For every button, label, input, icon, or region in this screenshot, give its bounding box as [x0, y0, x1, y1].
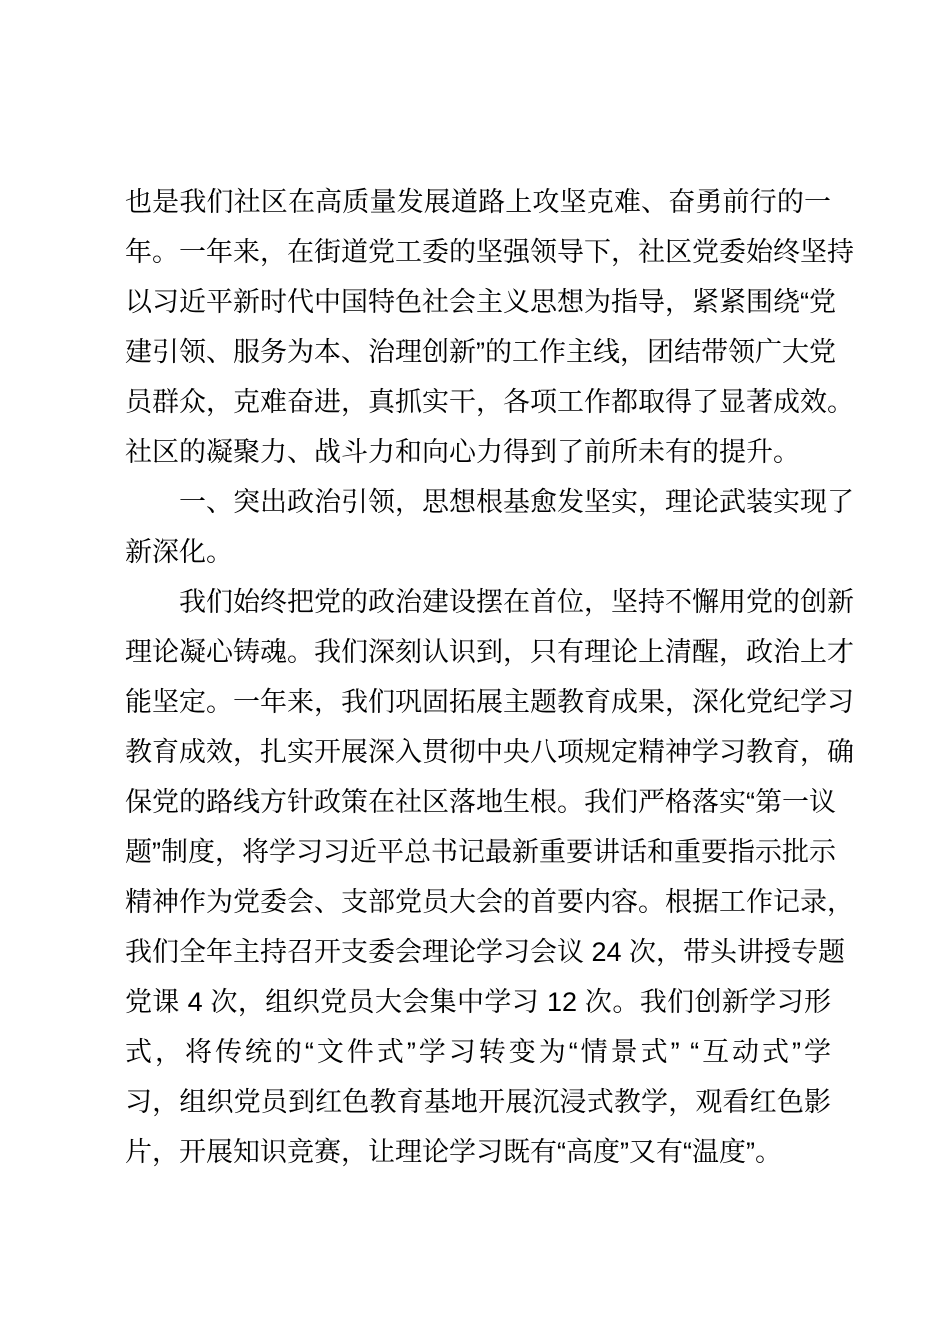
text-line: 片，开展知识竞赛，让理论学习既有“高度”又有“温度”。: [125, 1137, 782, 1167]
document-body: [125, 177, 854, 1177]
text-line: 习，组织党员到红色教育基地开展沉浸式教学，观看红色影: [125, 1087, 831, 1117]
text-line: 一、突出政治引领，思想根基愈发坚实，理论武装实现了: [179, 487, 854, 517]
text-line: 题”制度，将学习习近平总书记最新重要讲话和重要指示批示: [125, 837, 836, 867]
text-line: 年。一年来，在街道党工委的坚强领导下，社区党委始终坚持: [125, 237, 854, 267]
text-line: 理论凝心铸魂。我们深刻认识到，只有理论上清醒，政治上才: [125, 637, 854, 667]
text-line: 我们全年主持召开支委会理论学习会议 24 次，带头讲授专题: [125, 937, 846, 967]
text-line: 社区的凝聚力、战斗力和向心力得到了前所未有的提升。: [125, 437, 800, 467]
text-line: 教育成效，扎实开展深入贯彻中央八项规定精神学习教育，确: [125, 737, 854, 767]
text-line: 以习近平新时代中国特色社会主义思想为指导，紧紧围绕“党: [125, 287, 836, 317]
text-line: 我们始终把党的政治建设摆在首位，坚持不懈用党的创新: [179, 587, 854, 617]
text-line: 建引领、服务为本、治理创新”的工作主线，团结带领广大党: [125, 337, 836, 367]
text-line: 新深化。: [125, 537, 233, 567]
text-line: 也是我们社区在高质量发展道路上攻坚克难、奋勇前行的一: [125, 187, 831, 217]
text-line: 式，将传统的“文件式”学习转变为“情景式” “互动式”学: [125, 1037, 831, 1067]
text-line: 精神作为党委会、支部党员大会的首要内容。根据工作记录，: [125, 887, 854, 917]
text-line: 员群众，克难奋进，真抓实干，各项工作都取得了显著成效。: [125, 387, 854, 417]
text-line: 能坚定。一年来，我们巩固拓展主题教育成果，深化党纪学习: [125, 687, 854, 717]
text-line: 党课 4 次，组织党员大会集中学习 12 次。我们创新学习形: [125, 987, 831, 1017]
text-line: 保党的路线方针政策在社区落地生根。我们严格落实“第一议: [125, 787, 836, 817]
